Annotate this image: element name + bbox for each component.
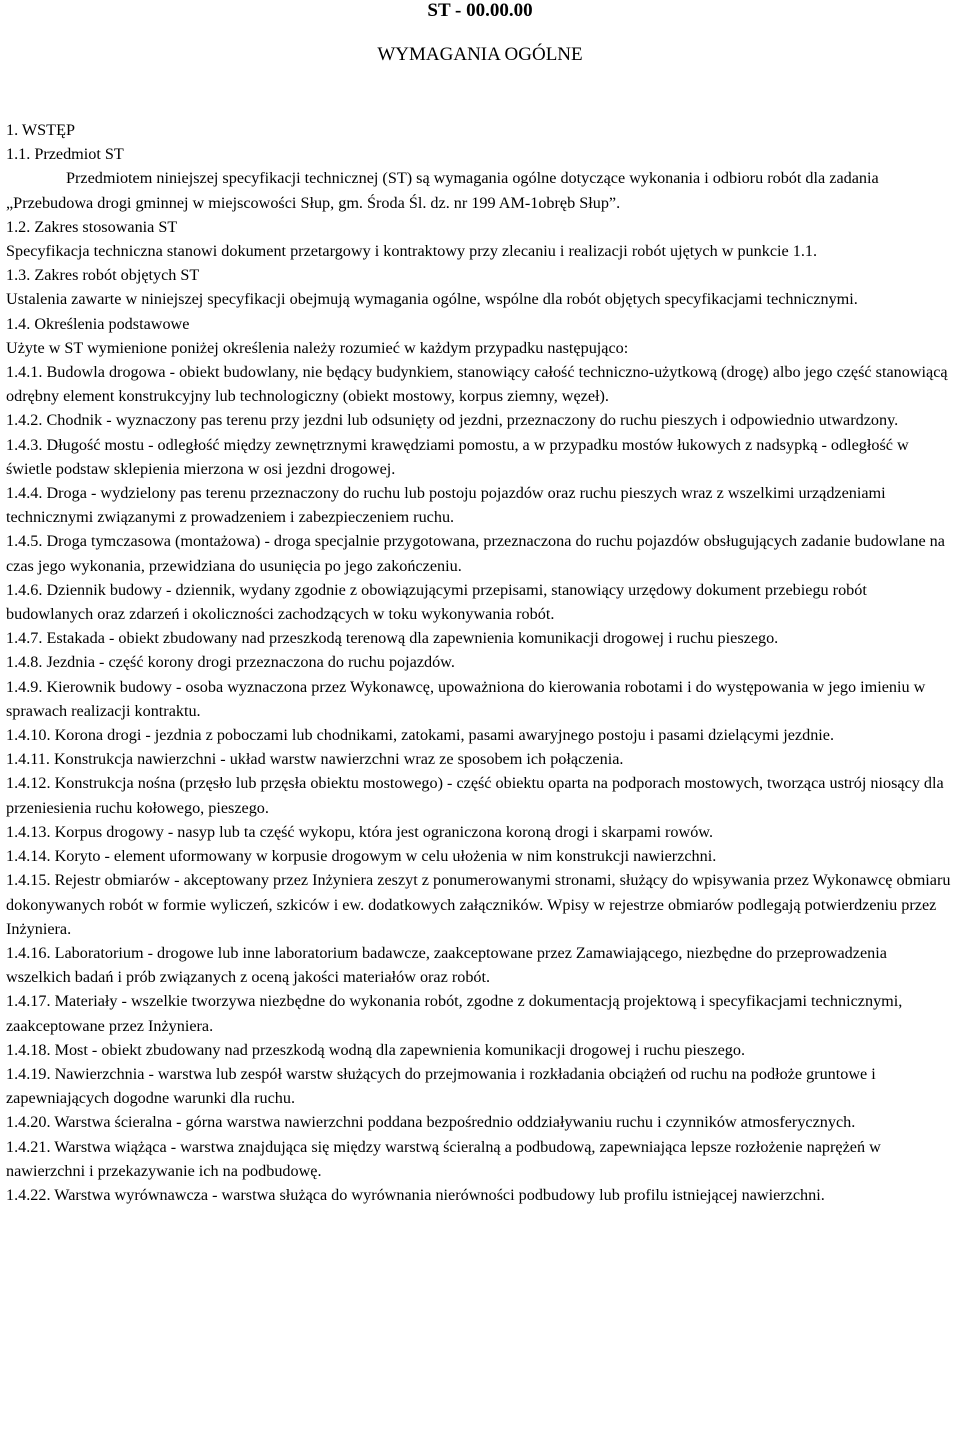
spec-code: ST - 00.00.00 [427,0,533,21]
definition-1-4-17: 1.4.17. Materiały - wszelkie tworzywa niezbędne do wykonania robót, zgodne z dokumentacją projektową i specyfikacjami technicznymi, zaakceptowane przez Inżyniera. [6,992,903,1035]
definition-1-4-19: 1.4.19. Nawierzchnia - warstwa lub zespół warstw służących do przejmowania i rozkładania obciążeń od ruchu na podłoże gruntowe i zapewniających dogodne warunki dla ruchu. [6,1064,876,1108]
definition-1-4-22: 1.4.22. Warstwa wyrównawcza - warstwa służąca do wyrównania nierówności podbudowy lub profilu istniejącej nawierzchni. [6,1185,825,1204]
section-heading-1: 1. WSTĘP [6,121,75,139]
definition-1-4-4: 1.4.4. Droga - wydzielony pas terenu przeznaczony do ruchu lub postoju pojazdów oraz ruchu pieszych wraz z wszelkimi urządzeniami technicznymi związanymi z prowadzeniem i zabezpieczeniem ruchu. [6,484,886,527]
section-heading-1-1: 1.1. Przedmiot ST [6,145,124,164]
document-body [6,118,954,1207]
definition-1-4-12: 1.4.12. Konstrukcja nośna (przęsło lub przęsła obiektu mostowego) - część obiektu oparta na podporach mostowych, tworząca ustrój niosący dla przeniesienia ruchu kołowego, pieszego. [6,774,944,817]
document-title: WYMAGANIA OGÓLNE [377,44,583,65]
definition-1-4-9: 1.4.9. Kierownik budowy - osoba wyznaczona przez Wykonawcę, upoważniona do kierowania robotami i do występowania w jego imieniu w sprawach realizacji kontraktu. [6,677,926,720]
definition-1-4-20: 1.4.20. Warstwa ścieralna - górna warstwa nawierzchni poddana bezpośrednio oddziaływaniu ruchu i czynników atmosferycznych. [6,1113,856,1132]
section-heading-1-2: 1.2. Zakres stosowania ST [6,217,178,236]
definition-1-4-21: 1.4.21. Warstwa wiążąca - warstwa znajdująca się między warstwą ścieralną a podbudową, zapewniająca lepsze rozłożenie naprężeń w nawierzchni i przekazywanie ich na podbudowę. [6,1137,881,1180]
paragraph-1-1: Przedmiotem niniejszej specyfikacji technicznej (ST) są wymagania ogólne dotyczące wykonania i odbioru robót dla zadania „Przebudowa drogi gminnej w miejscowości Słup, gm. Środa Śl. dz. nr 199 AM-1obręb Słup”. [6,169,879,212]
paragraph-1-2: Specyfikacja techniczna stanowi dokument przetargowy i kontraktowy przy zlecaniu i realizacji robót ujętych w punkcie 1.1. [6,242,818,261]
definition-1-4-15: 1.4.15. Rejestr obmiarów - akceptowany przez Inżyniera zeszyt z ponumerowanymi stronami, służący do wpisywania przez Wykonawcę obmiaru dokonywanych robót w formie wyliczeń, szkiców i ew. dodatkowych załączników. Wpisy w rejestrze obmiarów podlegają potwierdzeniu przez Inżyniera. [6,871,951,938]
definition-1-4-5: 1.4.5. Droga tymczasowa (montażowa) - droga specjalnie przygotowana, przeznaczona do ruchu pojazdów obsługujących zadanie budowlane na czas jego wykonania, przewidziana do usunięcia po jego zakończeniu. [6,532,945,575]
definition-1-4-8: 1.4.8. Jezdnia - część korony drogi przeznaczona do ruchu pojazdów. [6,653,455,672]
definition-1-4-18: 1.4.18. Most - obiekt zbudowany nad przeszkodą wodną dla zapewnienia komunikacji drogowej i ruchu pieszego. [6,1040,746,1059]
section-heading-1-3: 1.3. Zakres robót objętych ST [6,266,200,285]
definition-1-4-1: 1.4.1. Budowla drogowa - obiekt budowlany, nie będący budynkiem, stanowiący całość techniczno-użytkową (drogę) albo jego część stanowiącą odrębny element konstrukcyjny lub technologiczny (obiekt mostowy, korpus ziemny, węzeł). [6,363,948,406]
section-heading-1-4: 1.4. Określenia podstawowe [6,314,190,333]
definition-1-4-7: 1.4.7. Estakada - obiekt zbudowany nad przeszkodą terenową dla zapewnienia komunikacji drogowej i ruchu pieszego. [6,629,779,648]
definition-1-4-14: 1.4.14. Koryto - element uformowany w korpusie drogowym w celu ułożenia w nim konstrukcji nawierzchni. [6,847,717,866]
definition-1-4-13: 1.4.13. Korpus drogowy - nasyp lub ta część wykopu, która jest ograniczona koroną drogi i skarpami rowów. [6,822,713,841]
definition-1-4-2: 1.4.2. Chodnik - wyznaczony pas terenu przy jezdni lub odsunięty od jezdni, przeznaczony do ruchu pieszych i odpowiednio utwardzony. [6,411,899,430]
paragraph-1-3: Ustalenia zawarte w niniejszej specyfikacji obejmują wymagania ogólne, wspólne dla robót objętych specyfikacjami technicznymi. [6,290,858,309]
definition-1-4-3: 1.4.3. Długość mostu - odległość między zewnętrznymi krawędziami pomostu, a w przypadku mostów łukowych z nadsypką - odległość w świetle podstaw sklepienia mierzona w osi jezdni drogowej. [6,435,909,478]
definition-1-4-11: 1.4.11. Konstrukcja nawierzchni - układ warstw nawierzchni wraz ze sposobem ich połączenia. [6,750,624,769]
definition-1-4-10: 1.4.10. Korona drogi - jezdnia z poboczami lub chodnikami, zatokami, pasami awaryjnego postoju i pasami dzielącymi jezdnie. [6,726,835,745]
definition-1-4-16: 1.4.16. Laboratorium - drogowe lub inne laboratorium badawcze, zaakceptowane przez Zamawiającego, niezbędne do przeprowadzenia wszelkich badań i prób związanych z oceną jakości materiałów oraz robót. [6,943,887,987]
paragraph-1-4-intro: Użyte w ST wymienione poniżej określenia należy rozumieć w każdym przypadku następująco: [6,338,629,357]
definition-1-4-6: 1.4.6. Dziennik budowy - dziennik, wydany zgodnie z obowiązującymi przepisami, stanowiący urzędowy dokument przebiegu robót budowlanych oraz zdarzeń i okoliczności zachodzących w toku wykonywania robót. [6,580,867,624]
